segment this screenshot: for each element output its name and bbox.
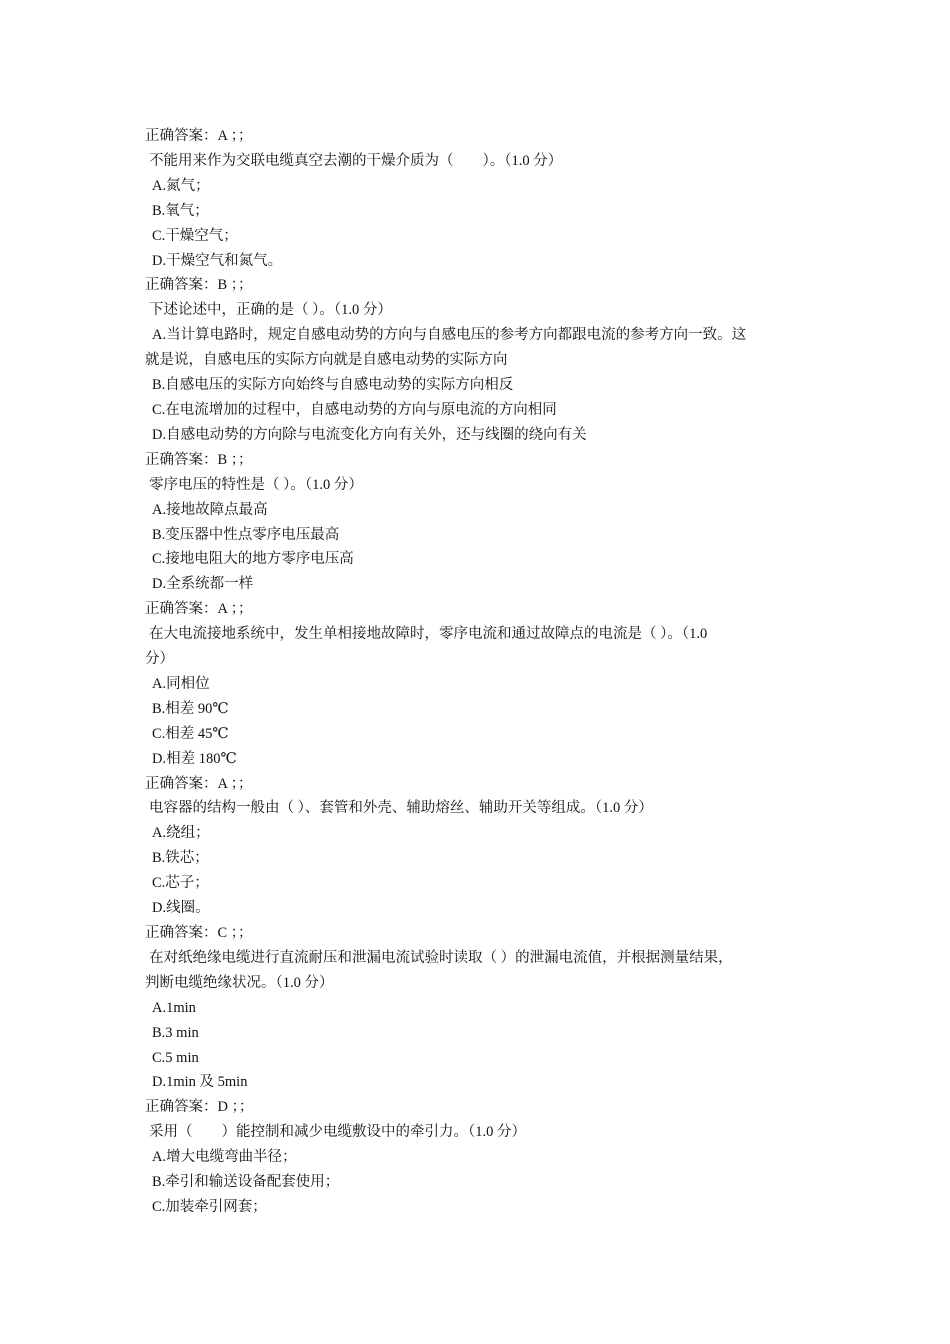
question-line: 零序电压的特性是（ ）。（1.0 分） xyxy=(149,476,363,493)
option-line: B.氧气； xyxy=(152,202,209,219)
option-line: B.3 min xyxy=(152,1024,199,1041)
answer-line: 正确答案：D ；； xyxy=(145,1099,254,1116)
option-line: B.铁芯； xyxy=(152,850,209,867)
option-line: D.干燥空气和氮气。 xyxy=(152,252,283,269)
question-line: 不能用来作为交联电缆真空去潮的干燥介质为（ ）。（1.0 分） xyxy=(149,152,563,169)
answer-line: 正确答案：A ；； xyxy=(145,601,253,618)
continuation-line: 就是说，自感电压的实际方向就是自感电动势的实际方向 xyxy=(145,352,508,369)
answer-line: 正确答案：C ；； xyxy=(145,925,253,941)
question-line: 在大电流接地系统中，发生单相接地故障时，零序电流和通过故障点的电流是（ ）。（1.0 xyxy=(149,626,708,643)
option-line: C.加装牵引网套； xyxy=(152,1198,267,1215)
question-line: 采用（ ）能控制和减少电缆敷设中的牵引力。（1.0 分） xyxy=(149,1124,526,1141)
option-line: D.自感电动势的方向除与电流变化方向有关外，还与线圈的绕向有关 xyxy=(152,426,587,443)
answer-line: 正确答案：B ；； xyxy=(145,277,253,294)
answer-line: 正确答案：B ；； xyxy=(145,451,253,468)
document-body xyxy=(145,124,815,1220)
option-line: C.在电流增加的过程中，自感电动势的方向与原电流的方向相同 xyxy=(152,401,557,418)
option-line: A.增大电缆弯曲半径； xyxy=(152,1149,297,1166)
continuation-line: 判断电缆绝缘状况。（1.0 分） xyxy=(145,974,334,991)
option-line: D.线圈。 xyxy=(152,900,210,917)
option-line: B.牵引和输送设备配套使用； xyxy=(152,1174,340,1191)
question-line: 在对纸绝缘电缆进行直流耐压和泄漏电流试验时读取（ ）的泄漏电流值，并根据测量结果， xyxy=(149,949,733,966)
option-line: C.接地电阻大的地方零序电压高 xyxy=(152,551,354,568)
question-line: 下述论述中，正确的是（ ）。（1.0 分） xyxy=(149,302,392,319)
option-line: A.当计算电路时，规定自感电动势的方向与自感电压的参考方向都跟电流的参考方向一致。这 xyxy=(152,327,747,344)
option-line: D.1min 及 5min xyxy=(152,1074,248,1091)
question-line: 电容器的结构一般由（ ）、套管和外壳、辅助熔丝、辅助开关等组成。（1.0 分） xyxy=(149,800,653,817)
continuation-line: 分） xyxy=(145,651,174,668)
option-line: B.自感电压的实际方向始终与自感电动势的实际方向相反 xyxy=(152,377,514,394)
option-line: A.绕组； xyxy=(152,825,210,842)
option-line: D.相差 180℃ xyxy=(152,750,237,767)
option-line: C.干燥空气； xyxy=(152,227,238,244)
option-line: C.相差 45℃ xyxy=(152,725,229,742)
option-line: C.芯子； xyxy=(152,875,209,892)
option-line: A.氮气； xyxy=(152,177,210,194)
option-line: B.变压器中性点零序电压最高 xyxy=(152,526,340,543)
option-line: C.5 min xyxy=(152,1049,199,1066)
option-line: B.相差 90℃ xyxy=(152,700,229,717)
option-line: A.同相位 xyxy=(152,675,210,692)
option-line: D.全系统都一样 xyxy=(152,576,254,593)
answer-line: 正确答案：A ；； xyxy=(145,128,253,144)
answer-line: 正确答案：A ；； xyxy=(145,775,253,792)
option-line: A.接地故障点最高 xyxy=(152,501,268,518)
option-line: A.1min xyxy=(152,999,196,1016)
